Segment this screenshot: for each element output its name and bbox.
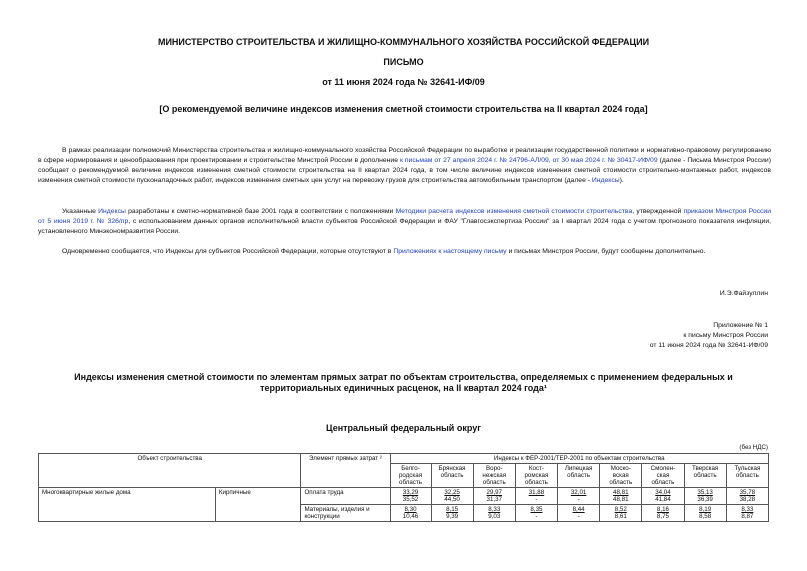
region-header: Воро-нежская область <box>473 464 515 488</box>
value-top: 35,13 <box>697 489 713 496</box>
value-bottom: 35,52 <box>402 496 419 503</box>
paragraph-2-text-2: разработаны к сметно-нормативной базе 2001 года в соответствии с положениями <box>125 208 396 215</box>
header-object: Объект строительства <box>39 454 301 488</box>
region-header: Кост-ромская область <box>515 464 557 488</box>
indices-table <box>38 453 769 522</box>
appendix-line-3: от 11 июня 2024 года № 32641-ИФ/09 <box>649 342 768 349</box>
value-top: 33,29 <box>402 489 419 496</box>
value-cell <box>642 488 684 505</box>
value-bottom: 8,58 <box>699 513 712 520</box>
region-header: Моско-вская область <box>600 464 642 488</box>
value-bottom: 8,75 <box>656 513 669 520</box>
value-top: 8,44 <box>572 506 585 513</box>
value-cell <box>684 505 726 522</box>
value-cell <box>473 488 515 505</box>
value-cell <box>515 488 557 505</box>
value-cell <box>515 505 557 522</box>
region-header: Смолен-ская область <box>642 464 684 488</box>
value-top: 8,52 <box>614 506 627 513</box>
value-top: 32,01 <box>570 489 587 496</box>
value-top: 8,15 <box>446 506 459 513</box>
indices-link[interactable]: Индексы <box>591 177 620 184</box>
value-cell <box>600 488 642 505</box>
value-cell <box>390 505 431 522</box>
value-cell <box>558 488 600 505</box>
value-bottom: 10,46 <box>402 513 419 520</box>
appendix-line-1: Приложение № 1 <box>713 322 768 329</box>
value-cell <box>726 488 768 505</box>
order-link[interactable]: приказом Минстроя России от 5 июня 2019 г. № 326/пр <box>38 208 771 225</box>
paragraph-3 <box>38 247 771 257</box>
value-bottom: 8,87 <box>741 513 754 520</box>
value-cell <box>558 505 600 522</box>
methodology-link[interactable]: Методики расчета индексов изменения сметной стоимости строительства <box>395 208 633 215</box>
value-top: 8,33 <box>488 506 501 513</box>
object-type-cell: Кирпичные <box>215 488 301 522</box>
value-top: 8,16 <box>656 506 669 513</box>
value-bottom: 9,03 <box>488 513 501 520</box>
region-header: Брянская область <box>431 464 473 488</box>
value-cell <box>642 505 684 522</box>
paragraph-2 <box>38 207 771 237</box>
value-cell <box>600 505 642 522</box>
value-top: 8,35 <box>530 506 543 513</box>
value-bottom: - <box>577 513 580 520</box>
region-header: Тверская область <box>684 464 726 488</box>
value-bottom: 48,81 <box>613 496 629 503</box>
value-cell <box>390 488 431 505</box>
paragraph-1-text-3: ). <box>619 177 624 184</box>
value-bottom: 36,39 <box>697 496 713 503</box>
table-row <box>39 488 769 505</box>
paragraph-2-text-4: , с использованием данных органов исполнительной власти субъектов Российской Федерации и ФАУ "Главгосэкспертиза России" за I квартал 2024 года с учетом прогнозного показателя инфляции, установленного Минэкономразвития России. <box>38 218 771 235</box>
value-top: 35,78 <box>739 489 756 496</box>
value-top: 29,97 <box>486 489 502 496</box>
header-element: Элемент прямых затрат ² <box>301 454 390 488</box>
value-cell <box>684 488 726 505</box>
value-top: 32,25 <box>444 489 460 496</box>
signature: И.Э.Файзуллин <box>719 290 768 297</box>
vat-note: (без НДС) <box>739 444 768 451</box>
value-bottom: 8,61 <box>614 513 627 520</box>
paragraph-2-text-3: , утвержденной <box>632 208 684 215</box>
doc-date-number: от 11 июня 2024 года № 32641-ИФ/09 <box>322 77 485 87</box>
paragraph-1 <box>38 146 771 186</box>
paragraph-1-text-1: В рамках реализации полномочий Министерства строительства и жилищно-коммунального хозяйства Российской Федерации по выработке и реализации государственной политики и нормативно-правовому регулированию в сфере нормирования и ценообразования при проектировании и строительстве Минстрой России в дополнение <box>38 147 771 164</box>
appendix-reference <box>650 321 768 351</box>
paragraph-3-text-1: Одновременно сообщается, что Индексы для субъектов Российской Федерации, которые отсутствуют в <box>62 248 394 255</box>
value-bottom: 31,37 <box>486 496 502 503</box>
section-title: Индексы изменения сметной стоимости по элементам прямых затрат по объектам строительства, определяемых с применением федеральных и территориальных единичных расценок, на II квартал 2024 года¹ <box>74 372 733 393</box>
value-bottom: - <box>577 496 580 503</box>
value-bottom: 41,84 <box>655 496 671 503</box>
element-cell: Оплата труда <box>301 488 390 505</box>
indices-link-2[interactable]: Индексы <box>98 208 126 215</box>
value-bottom: 44,50 <box>444 496 460 503</box>
value-top: 8,30 <box>404 506 417 513</box>
letters-link[interactable]: к письмам от 27 апреля 2024 г. № 24796-АЛ/09, от 30 мая 2024 г. № 30417-ИФ/09 <box>399 157 658 164</box>
value-top: 8,33 <box>741 506 754 513</box>
doc-type: ПИСЬМО <box>383 57 424 67</box>
appendix-line-2: к письму Минстроя России <box>683 332 768 339</box>
paragraph-3-text-2: и письмах Минстроя России, будут сообщены дополнительно. <box>506 248 706 255</box>
appendices-link[interactable]: Приложениях к настоящему письму <box>393 248 507 255</box>
paragraph-1-text-2: (далее - Письма Минстроя России) сообщает о рекомендуемой величине индексов изменения сметной стоимости строительства на II квартал 2024 года, в том числе величине индексов изменения сметной стоимости строительно-монтажных работ, индексов изменения сметной стоимости пусконаладочных работ, индексов изменения сметных цен услуг на перевозку грузов для строительства автомобильным транспортом (далее - <box>38 157 771 184</box>
district-title: Центральный федеральный округ <box>326 423 481 433</box>
value-bottom: - <box>535 513 538 520</box>
object-name-cell: Многоквартирные жилые дома <box>39 488 216 522</box>
value-cell <box>431 488 473 505</box>
element-cell: Материалы, изделия и конструкции <box>301 505 390 522</box>
value-top: 48,81 <box>613 489 629 496</box>
value-bottom: 9,39 <box>446 513 459 520</box>
value-bottom: - <box>535 496 538 503</box>
value-cell <box>431 505 473 522</box>
value-top: 8,19 <box>699 506 712 513</box>
region-header: Липецкая область <box>558 464 600 488</box>
value-top: 34,04 <box>655 489 671 496</box>
value-top: 31,88 <box>528 489 545 496</box>
value-cell <box>473 505 515 522</box>
region-header: Белго-родская область <box>390 464 431 488</box>
value-cell <box>726 505 768 522</box>
doc-subject: [О рекомендуемой величине индексов изменения сметной стоимости строительства на II квартал 2024 года] <box>159 104 648 114</box>
value-bottom: 38,28 <box>739 496 756 503</box>
header-indices: Индексы к ФЕР-2001/ТЕР-2001 по объектам строительства <box>390 454 769 464</box>
region-header: Тульская область <box>726 464 768 488</box>
table-header-row <box>39 454 769 464</box>
ministry-title: МИНИСТЕРСТВО СТРОИТЕЛЬСТВА И ЖИЛИЩНО-КОММУНАЛЬНОГО ХОЗЯЙСТВА РОССИЙСКОЙ ФЕДЕРАЦИИ <box>157 37 650 47</box>
paragraph-2-text-1: Указанные <box>62 208 99 215</box>
